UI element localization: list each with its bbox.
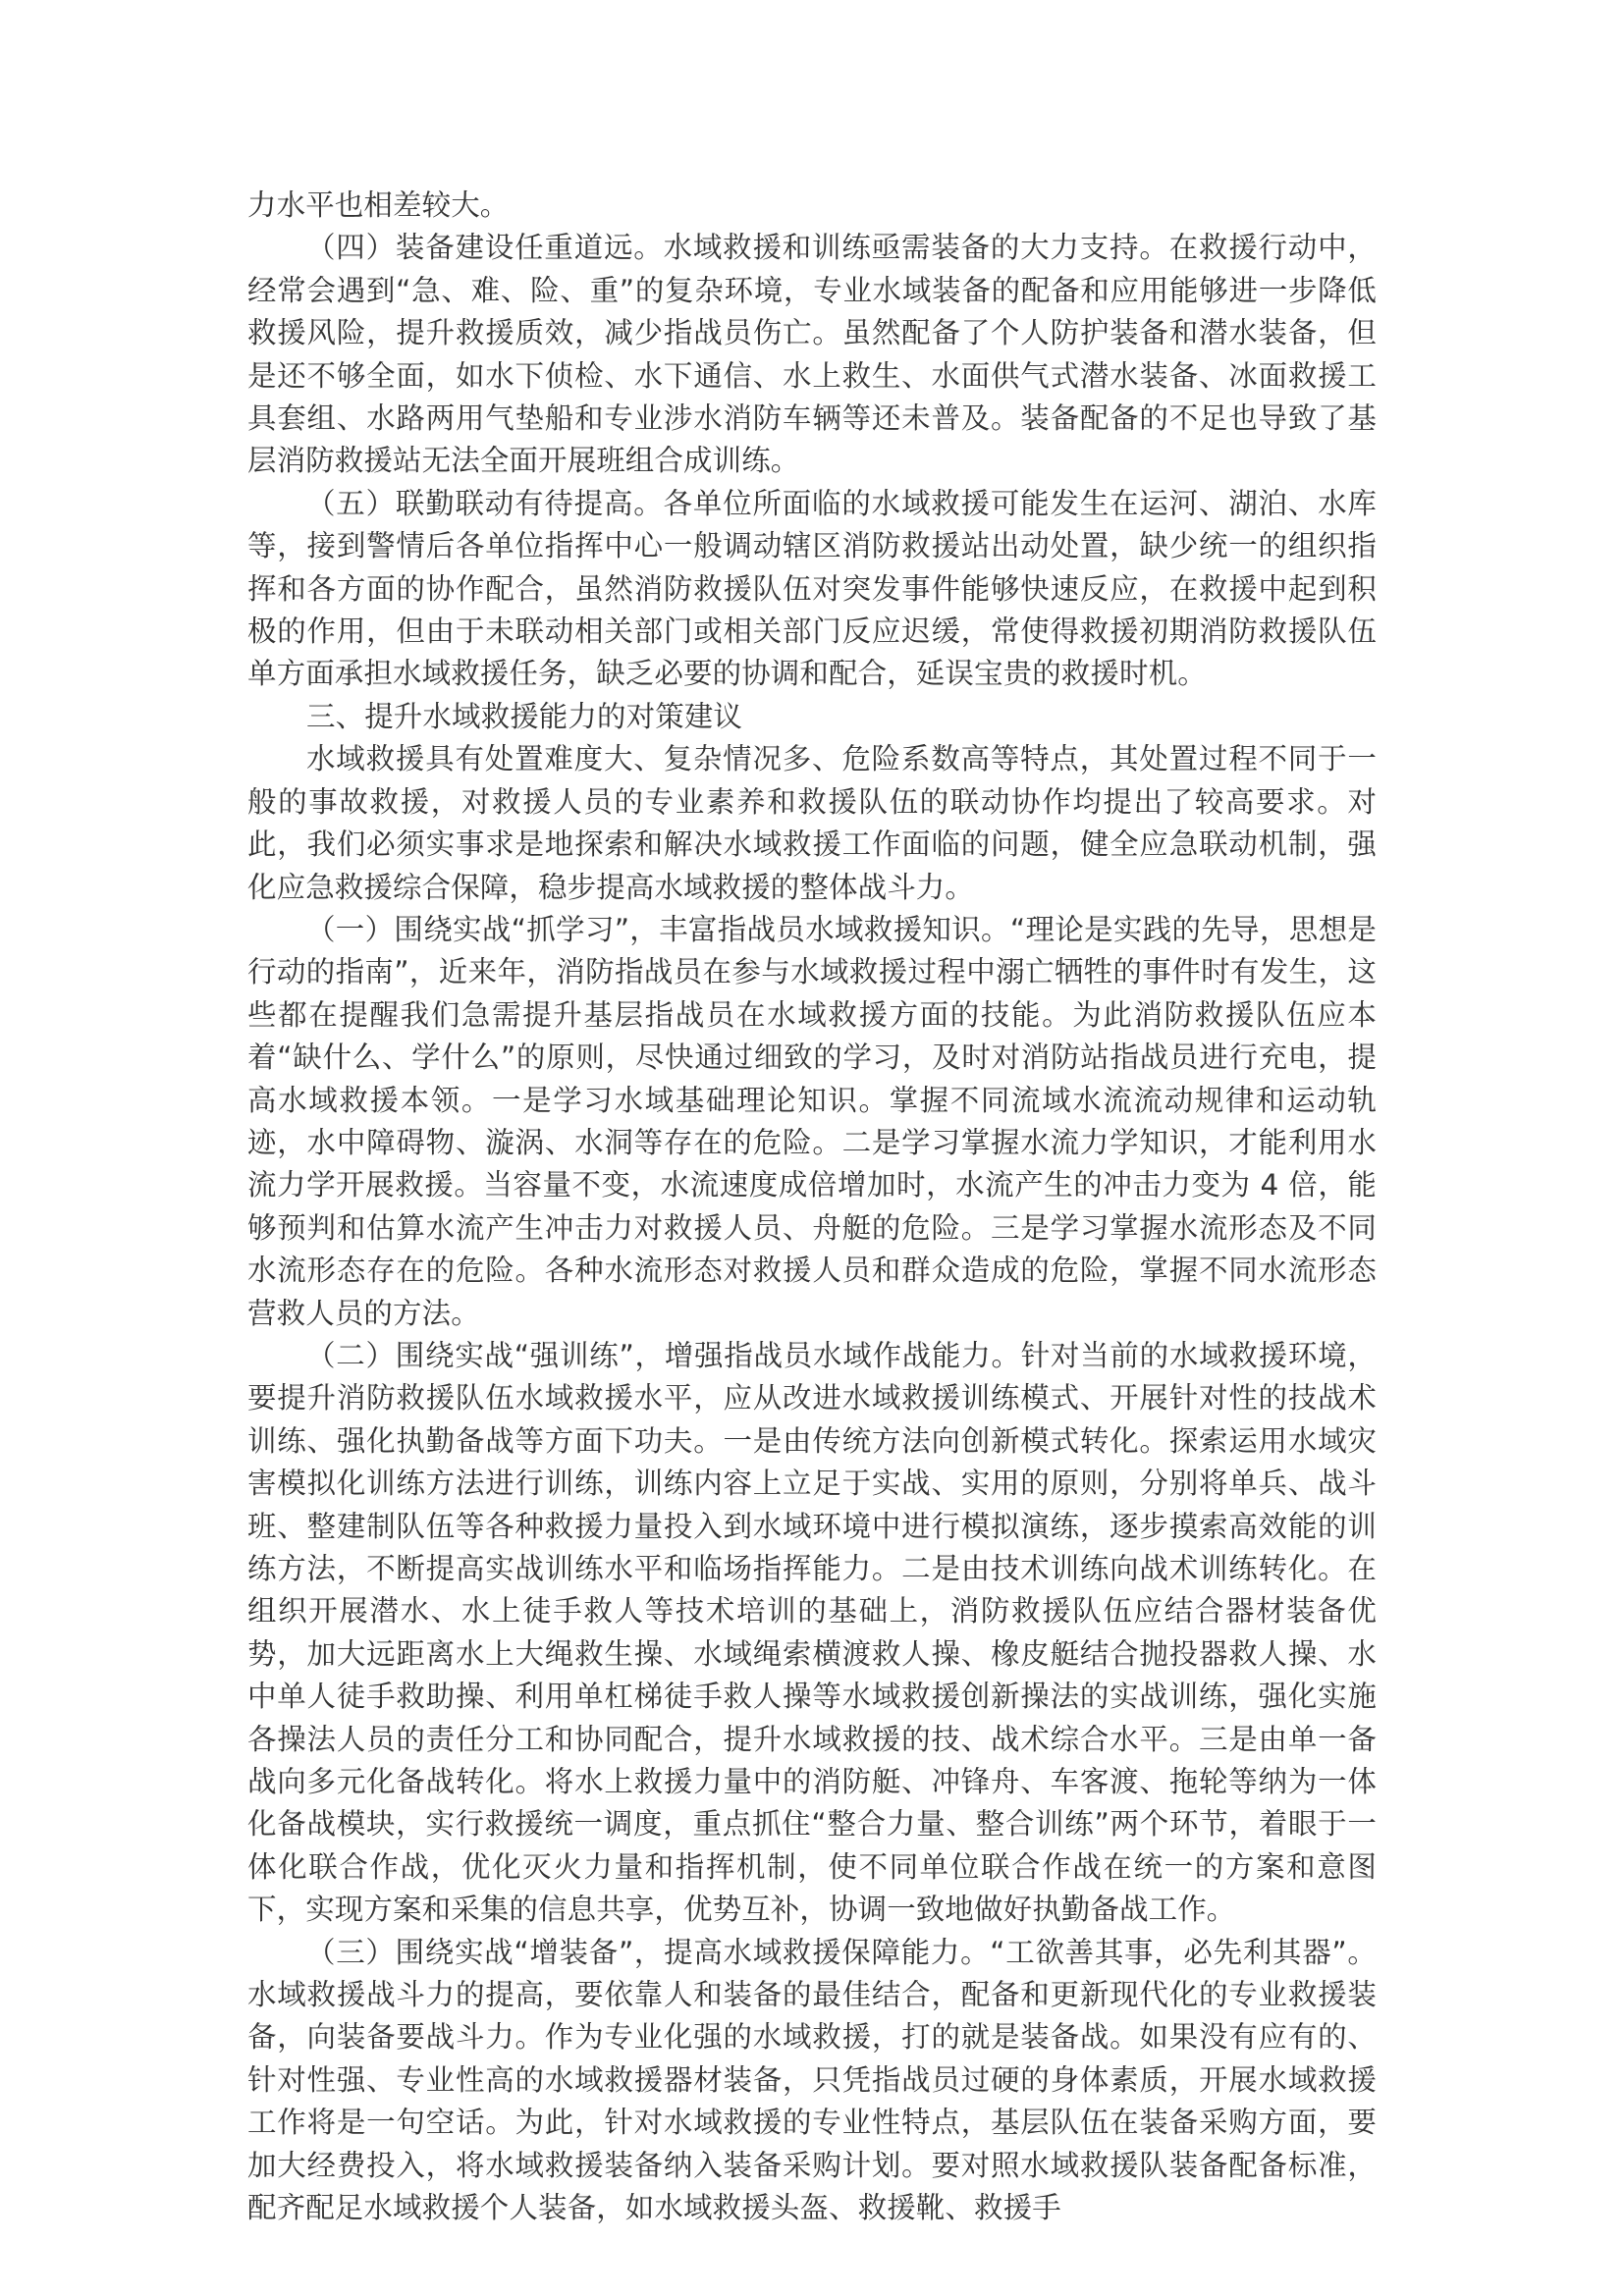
document-text-body <box>247 185 1377 2230</box>
paragraph-section-2-item-4: （四）装备建设任重道远。水域救援和训练亟需装备的大力支持。在救援行动中，经常会遇到“急、难、险、重”的复杂环境，专业水域装备的配备和应用能够进一步降低救援风险，提升救援质效，减少指战员伤亡。虽然配备了个人防护装备和潜水装备，但是还不够全面，如水下侦检、水下通信、水上救生、水面供气式潜水装备、冰面救援工具套组、水路两用气垫船和专业涉水消防车辆等还未普及。装备配备的不足也导致了基层消防救援站无法全面开展班组合成训练。 <box>247 231 1377 478</box>
paragraph-section-3-item-1: （一）围绕实战“抓学习”，丰富指战员水域救援知识。“理论是实践的先导，思想是行动的指南”，近来年，消防指战员在参与水域救援过程中溺亡牺牲的事件时有发生，这些都在提醒我们急需提升基层指战员在水域救援方面的技能。为此消防救援队伍应本着“缺什么、学什么”的原则，尽快通过细致的学习，及时对消防站指战员进行充电，提高水域救援本领。一是学习水域基础理论知识。掌握不同流域水流流动规律和运动轨迹，水中障碍物、漩涡、水洞等存在的危险。二是学习掌握水流力学知识，才能利用水流力学开展救援。当容量不变，水流速度成倍增加时，水流产生的冲击力变为 4 倍，能够预判和估算水流产生冲击力对救援人员、舟艇的危险。三是学习掌握水流形态及不同水流形态存在的危险。各种水流形态对救援人员和群众造成的危险，掌握不同水流形态营救人员的方法。 <box>247 912 1377 1330</box>
paragraph-section-3-item-2: （二）围绕实战“强训练”，增强指战员水域作战能力。针对当前的水域救援环境，要提升消防救援队伍水域救援水平，应从改进水域救援训练模式、开展针对性的技战术训练、强化执勤备战等方面下功夫。一是由传统方法向创新模式转化。探索运用水域灾害模拟化训练方法进行训练，训练内容上立足于实战、实用的原则，分别将单兵、战斗班、整建制队伍等各种救援力量投入到水域环境中进行模拟演练，逐步摸索高效能的训练方法，不断提高实战训练水平和临场指挥能力。二是由技术训练向战术训练转化。在组织开展潜水、水上徒手救人等技术培训的基础上，消防救援队伍应结合器材装备优势，加大远距离水上大绳救生操、水域绳索横渡救人操、橡皮艇结合抛投器救人操、水中单人徒手救助操、利用单杠梯徒手救人操等水域救援创新操法的实战训练，强化实施各操法人员的责任分工和协同配合，提升水域救援的技、战术综合水平。三是由单一备战向多元化备战转化。将水上救援力量中的消防艇、冲锋舟、车客渡、拖轮等纳为一体化备战模块，实行救援统一调度，重点抓住“整合力量、整合训练”两个环节，着眼于一体化联合作战，优化灭火力量和指挥机制，使不同单位联合作战在统一的方案和意图下，实现方案和采集的信息共享，优势互补，协调一致地做好执勤备战工作。 <box>247 1338 1377 1927</box>
paragraph-section-2-item-5: （五）联勤联动有待提高。各单位所面临的水域救援可能发生在运河、湖泊、水库等，接到警情后各单位指挥中心一般调动辖区消防救援站出动处置，缺少统一的组织指挥和各方面的协作配合，虽然消防救援队伍对突发事件能够快速反应，在救援中起到积极的作用，但由于未联动相关部门或相关部门反应迟缓，常使得救援初期消防救援队伍单方面承担水域救援任务，缺乏必要的协调和配合，延误宝贵的救援时机。 <box>247 486 1377 691</box>
paragraph-section-3-item-3: （三）围绕实战“增装备”，提高水域救援保障能力。“工欲善其事，必先利其器”。水域救援战斗力的提高，要依靠人和装备的最佳结合，配备和更新现代化的专业救援装备，向装备要战斗力。作为专业化强的水域救援，打的就是装备战。如果没有应有的、针对性强、专业性高的水域救援器材装备，只凭指战员过硬的身体素质，开展水域救援工作将是一句空话。为此，针对水域救援的专业性特点，基层队伍在装备采购方面，要加大经费投入，将水域救援装备纳入装备采购计划。要对照水域救援队装备配备标准，配齐配足水域救援个人装备，如水域救援头盔、救援靴、救援手 <box>247 1935 1377 2225</box>
heading-section-3: 三、提升水域救援能力的对策建议 <box>306 699 743 733</box>
paragraph-carryover: 力水平也相差较大。 <box>247 188 510 222</box>
paragraph-section-3-intro: 水域救援具有处置难度大、复杂情况多、危险系数高等特点，其处置过程不同于一般的事故救援，对救援人员的专业素养和救援队伍的联动协作均提出了较高要求。对此，我们必须实事求是地探索和解决水域救援工作面临的问题，健全应急联动机制，强化应急救援综合保障，稳步提高水域救援的整体战斗力。 <box>247 742 1377 904</box>
